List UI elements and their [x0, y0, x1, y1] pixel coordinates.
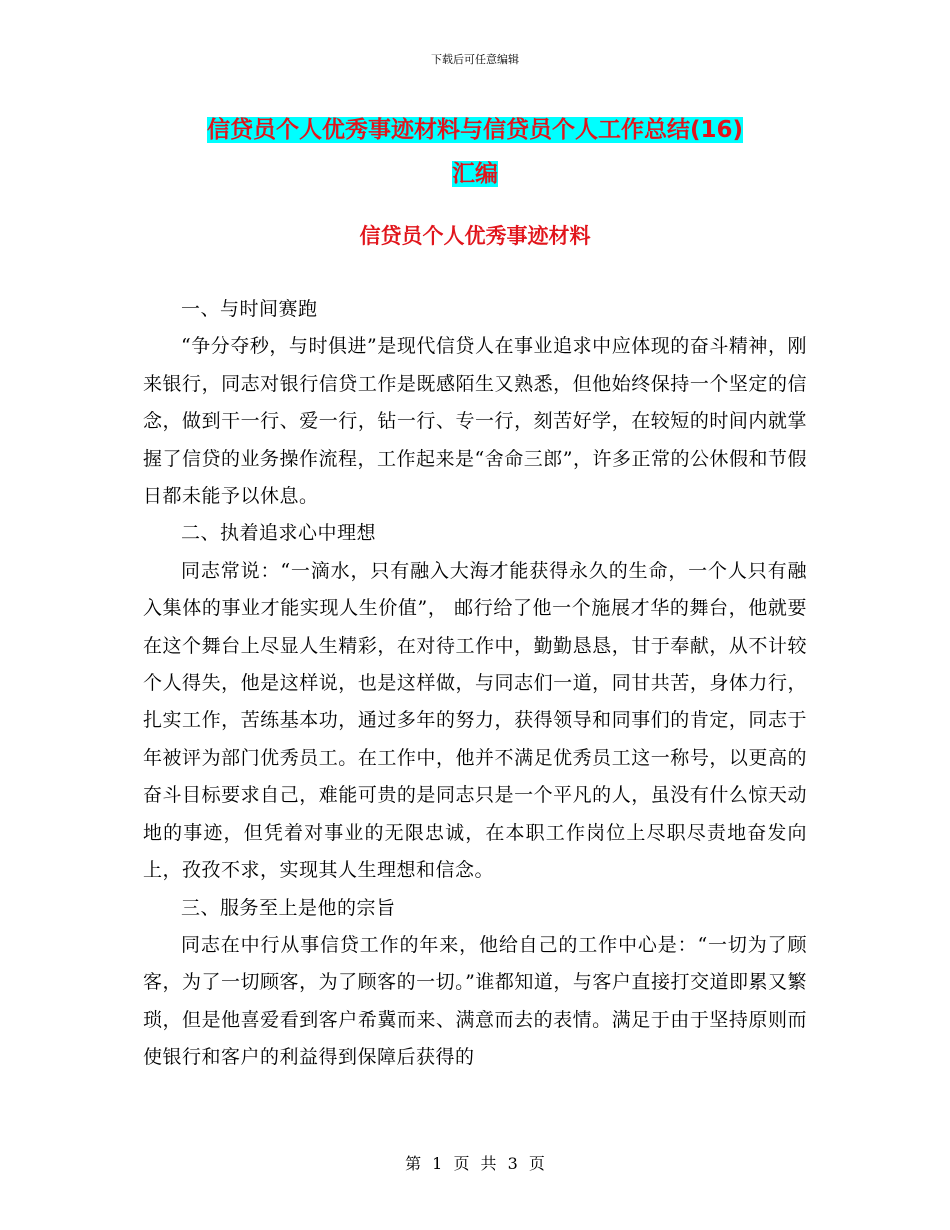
body-text	[143, 291, 807, 1077]
document-title	[140, 108, 810, 196]
section-title: 信贷员个人优秀事迹材料	[359, 224, 591, 248]
paragraph-1: “争分夺秒，与时俱进”是现代信贷人在事业追求中应体现的奋斗精神，刚来银行，同志对银行信贷工作是既感陌生又熟悉，但他始终保持一个坚定的信念，做到干一行、爱一行，钻一行、专一行，刻苦好学，在较短的时间内就掌握了信贷的业务操作流程，工作起来是“舍命三郎”，许多正常的公休假和节假日都未能予以休息。	[143, 335, 807, 508]
heading-3: 三、服务至上是他的宗旨	[181, 896, 396, 919]
paragraph-3: 同志在中行从事信贷工作的年来，他给自己的工作中心是：“一切为了顾客，为了一切顾客，为了顾客的一切。”谁都知道，与客户直接打交道即累又繁琐，但是他喜爱看到客户希冀而来、满意而去的表情。满足于由于坚持原则而使银行和客户的利益得到保障后获得的	[143, 933, 807, 1069]
header-note: 下载后可任意编辑	[431, 53, 519, 66]
heading-1: 一、与时间赛跑	[181, 298, 318, 320]
document-title-line-2: 汇编	[452, 161, 498, 187]
document-title-line-1: 信贷员个人优秀事迹材料与信贷员个人工作总结(16)	[206, 117, 744, 143]
paragraph-2: 同志常说：“一滴水，只有融入大海才能获得永久的生命，一个人只有融入集体的事业才能实现人生价值”， 邮行给了他一个施展才华的舞台，他就要在这个舞台上尽显人生精彩，在对待工作中，勤勤恳恳，甘于奉献，从不计较个人得失，他是这样说，也是这样做，与同志们一道，同甘共苦，身体力行，扎实工作，苦练基本功，通过多年的努力，获得领导和同事们的肯定，同志于年被评为部门优秀员工。在工作中，他并不满足优秀员工这一称号，以更高的奋斗目标要求自己，难能可贵的是同志只是一个平凡的人，虽没有什么惊天动地的事迹，但凭着对事业的无限忠诚，在本职工作岗位上尽职尽责地奋发向上，孜孜不求，实现其人生理想和信念。	[143, 559, 807, 882]
page-footer: 第 1 页 共 3 页	[405, 1154, 545, 1173]
heading-2: 二、执着追求心中理想	[181, 522, 377, 545]
